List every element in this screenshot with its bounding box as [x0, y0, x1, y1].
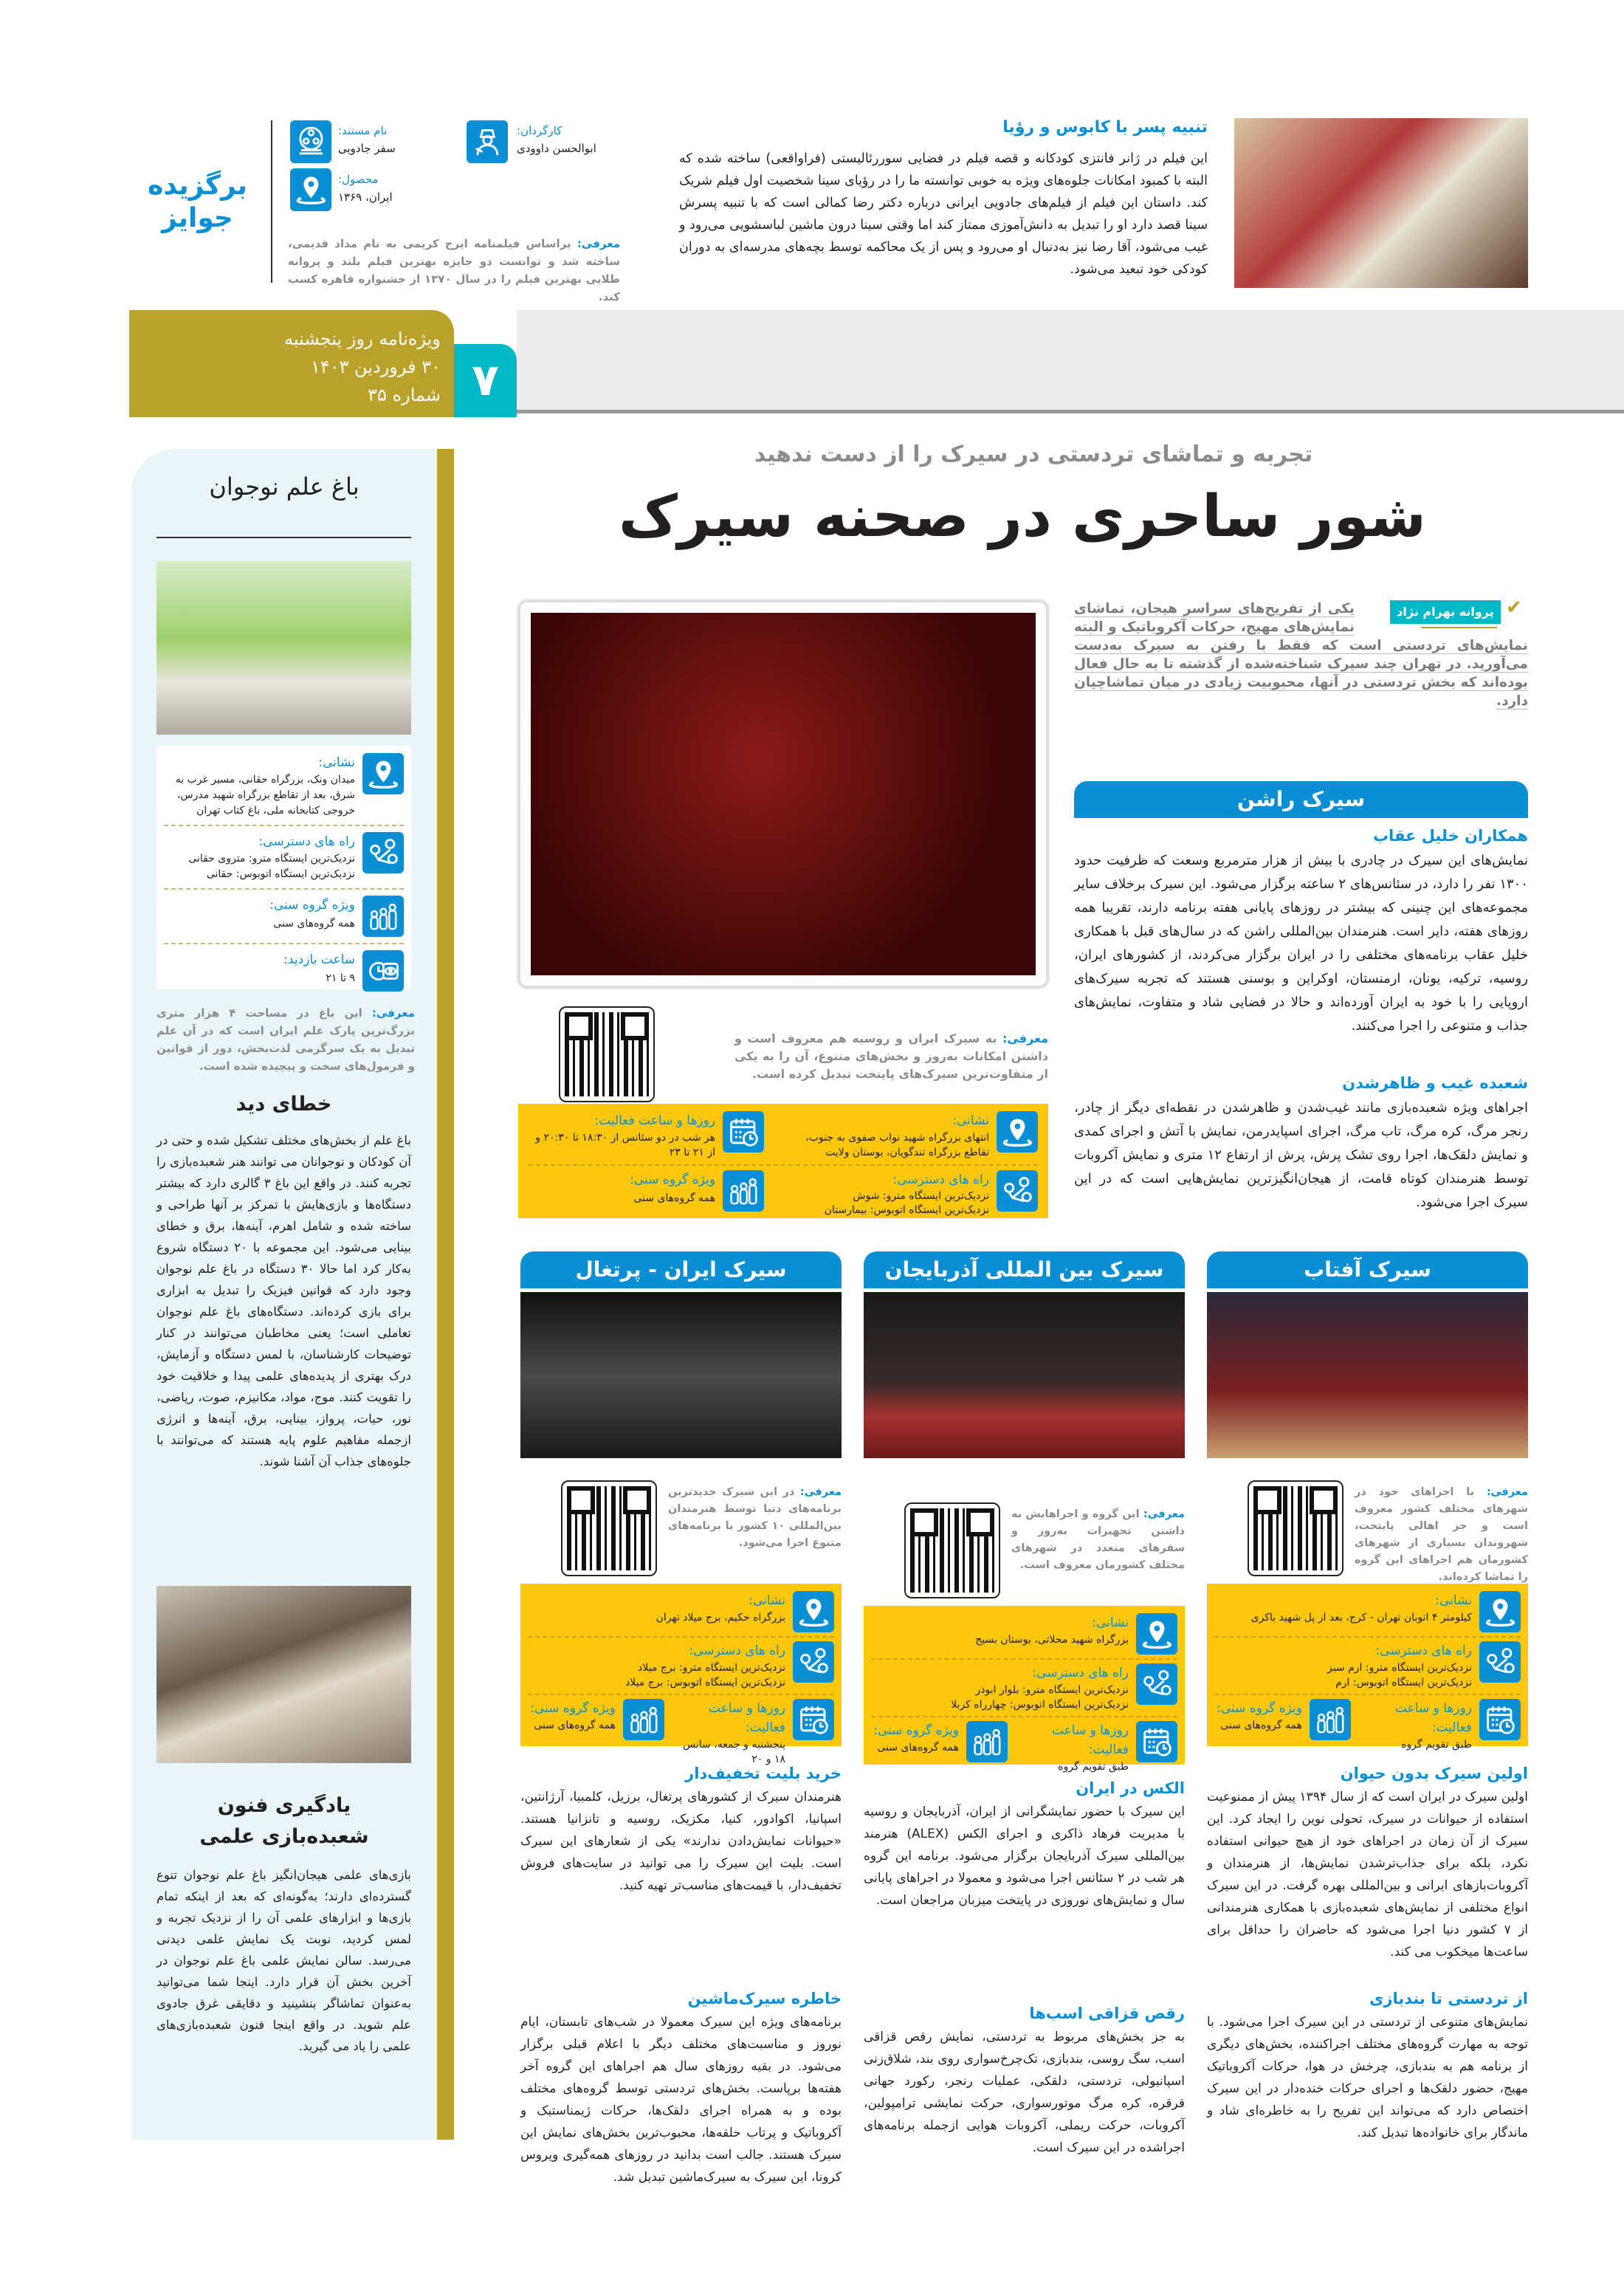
circus-photo — [1207, 1292, 1528, 1458]
sidebar-section1-body: باغ علم از بخش‌های مختلف تشکیل شده و حتی در آن کودکان و نوجوانان می توانند هنر شعبده‌بازی را تجربه کنند. در واقع این باغ ۳ گالری دارد که بیشتر دستگاه‌ها و بازی‌هایش با تمرکز بر آنها طراحی و ساخته شده و شامل اهرم، آینه‌ها، برق و خطای بینایی می‌شود. این مجموعه با ۲۰ دستگاه شروع به‌کار کرد اما حالا ۳۰ دستگاه در باغ علم نوجوان وجود دارد که قوانین فیزیک را تبدیل به ابزاری برای بازی کرده‌اند. دستگاه‌های باغ علم نوجوان تعاملی است؛ یعنی مخاطبان می‌توانند در کنار توضیحات کارشناسان، با لمس دستگاه و آزمایش، درک بهتری از پدیده‌های علمی پیدا و خلاقیت خود را تقویت کنند. موج، مواد، مکانیزم، صوت، ریاضی، نور، حیات، پرواز، بینایی، برق، آینه‌ها و انرژی ازجمله مفاهیم علوم پایه هستند که می‌توانند با جلوه‌های جذاب آن آشنا شوند. — [156, 1133, 412, 1469]
circus-column — [1207, 1251, 1528, 2145]
science-garden-photo — [156, 561, 411, 735]
age-value: همه گروه‌های سنی — [534, 1720, 616, 1731]
access-metro: نزدیک‌ترین ایستگاه مترو: متروی حقانی — [188, 853, 355, 865]
film-intro-text: براساس فیلمنامه ایرج کریمی به نام مداد قدیمی، ساخته شد و توانست دو جایزه بهترین فیلم بلند و پروانه طلایی بهترین فیلم را در سال ۱۳۷۰ از جشنواره قاهره کسب کند. — [288, 237, 620, 303]
qr-code[interactable] — [1248, 1480, 1343, 1576]
circus-info-box — [520, 1584, 842, 1765]
section-body: به جز بخش‌های مربوط به تردستی، نمایش رقص قزاقی اسب، سگ روسی، بندبازی، تک‌چرخ‌سواری روی بند، شلاق‌زنی اسپانیولی، تردستی، دلقکی، عملیات رنجر، رکورد جهانی قرقره، کره مرگ موتورسواری، حرکت نمایشی ترامپولین، آکروبات، حرکت ریملی، آکروبات هوایی ازجمله برنامه‌های اجراشده در این سیرک است. — [864, 2030, 1185, 2155]
access-row — [871, 1663, 1177, 1712]
people-icon — [723, 1170, 764, 1212]
address-row — [528, 1591, 834, 1632]
route-icon — [1136, 1663, 1177, 1705]
hours-text — [1357, 1699, 1472, 1752]
lead-text: یکی از تفریح‌های سراسر هیجان، تماشای نمایش‌های مهیج، حرکات آکروباتیک و البته نمایش‌های تردستی است که فقط با رفتن به سیرک به‌دست می‌آورید. در تهران چند سیرک شناخته‌شده از گذشته تا به حال فعال بوده‌اند که بخش تردستی در آنها، محبوبیت زیادی در میان تماشاچیان دارد. — [1074, 601, 1528, 709]
age-text — [873, 1721, 959, 1755]
address-text — [975, 1613, 1129, 1647]
location-pin-icon — [793, 1591, 834, 1632]
author-tag: پروانه بهرام نژاد — [1390, 600, 1501, 624]
film-title: تنبیه پسر با کابوس و رؤیا — [1002, 118, 1208, 137]
section-title: رقص قزاقی اسب‌ها — [1029, 2005, 1185, 2022]
divider — [528, 1636, 834, 1638]
access-bus: نزدیک‌ترین ایستگاه اتوبوس: حقانی — [206, 868, 355, 880]
divider — [871, 1716, 1177, 1717]
circus-intro — [668, 1484, 842, 1552]
calendar-clock-icon — [1479, 1699, 1521, 1740]
address-row — [1214, 1591, 1521, 1632]
route-icon — [793, 1641, 834, 1683]
location-pin-icon — [1479, 1591, 1521, 1632]
access-label: راه های دسترسی: — [1032, 1666, 1129, 1680]
film-body: این فیلم در ژانر فانتزی کودکانه و قصه فیلم در فضایی سوررئالیستی (فراواقعی) ساخته شده که البته با کمبود امکانات جلوه‌های ویژه به خوبی توانسته ما را در رؤیای سینا شخصیت اول فیلم شریک کند. داستان این فیلم از فیلم‌های جادویی ایرانی درباره دکتر رضا کمالی است که با تنبیه پسرش سینا قصد دارد او را تبدیل به دانش‌آموزی ممتاز کند اما وقتی سینا درون ماشین لباسشویی می‌رود و غیب می‌شود، آقا رضا نیز به‌دنبال او می‌رود و پس از یک محاکمه توسط بچه‌های مدرسه‌ای به دوران کودکی خود تبعید می‌شود. — [679, 151, 1208, 277]
access-metro: نزدیک‌ترین ایستگاه مترو: شوش — [853, 1190, 989, 1202]
director-icon — [467, 120, 508, 163]
qr-code[interactable] — [561, 1480, 657, 1576]
address-text — [1251, 1591, 1472, 1625]
divider — [1214, 1636, 1521, 1638]
age-label: ویژه گروه سنی: — [530, 1701, 616, 1716]
age-row — [871, 1721, 1008, 1774]
visit-label: ساعت بازدید: — [283, 952, 355, 967]
circus-photo — [864, 1292, 1185, 1458]
hours-label: روزها و ساعت فعالیت: — [1394, 1701, 1472, 1735]
address-label: نشانی: — [1435, 1593, 1472, 1608]
hours-text — [670, 1699, 785, 1767]
circus-intro — [1355, 1484, 1528, 1586]
section-body: برنامه‌های ویژه این سیرک معمولا در شب‌های تابستان، ایام نوروز و مناسبت‌های مختلف دیگر با اعلام قبلی برگزار می‌شود. در بقیه روزهای سال هم اجراهای این گروه آخر هفته‌ها برپاست. بخش‌های تردستی توسط گروه‌های مختلف بوده و به همراه اجرای دلقک‌ها، حرکات ژیمناستیک و آکروباتیک و پرتاب حلقه‌ها، محبوب‌ترین بخش‌های نمایش این سیرک هستند. جالب است بدانید در روزهای همه‌گیری ویروس کرونا، این سیرک به سیرک‌ماشین تبدیل شد. — [520, 2015, 842, 2185]
sidebar-visit-row — [164, 950, 404, 992]
age-value: همه گروه‌های سنی — [273, 918, 355, 930]
hours-text — [1014, 1721, 1129, 1774]
intro-text: با اجراهای خود در شهرهای مختلف کشور معروف است و جز اهالی پایتخت، شهروندان بسیاری از شهرهای کشورمان هم اجراهای این گروه را تماشا کرده‌اند. — [1355, 1486, 1528, 1583]
address-label: نشانی: — [318, 755, 355, 770]
access-row — [528, 1641, 834, 1690]
section-body: هنرمندان سیرک از کشورهای پرتغال، برزیل، کلمبیا، آرژانتین، اسپانیا، اکوادور، کنیا، مکزیک، روسیه و تانزانیا هستند. «حیوانات نمایش‌دادن ندارند» یکی از شعارهای این سیرک است. بلیت این سیرک را می توانید در سایت‌های فروش تخفیف‌دار، با قیمت‌های مناسب‌تر تهیه کنید. — [520, 1790, 842, 1893]
awards-line2: جوایز — [162, 203, 233, 233]
rashen-header: سیرک راشن — [1074, 781, 1528, 818]
rashen-qr-code[interactable] — [559, 1006, 655, 1102]
access-label: راه های دسترسی: — [892, 1172, 989, 1187]
sidebar-access-row — [164, 832, 404, 882]
location-pin-icon — [1136, 1613, 1177, 1655]
people-icon — [966, 1721, 1008, 1762]
rashen-body1: نمایش‌های این سیرک در چادری با بیش از هزار مترمربع وسعت که ظرفیت حدود ۱۳۰۰ نفر را دارد، در سئانس‌های ۲ ساعته برگزار می‌شود. این سیرک برخلاف سایر مجموعه‌های این چنینی که بیشتر در روزهای پایانی هفته برنامه دارند، تقریبا همه روزهای هفته، دایر است. هنرمندان بین‌المللی راشن که در سال‌های قبل با همکاری خلیل عقاب برنامه‌های مختلفی را در ایران برگزار می‌کردند، از کشورهای ایران، روسیه، ترکیه، یونان، ارمنستان، اوکراین و بوسنی هستند که تجربه سیرک‌های اروپایی را با خود به ایران آورده‌اند و حالا در فضایی شاد و متفاوت، نمایش‌های جذاب و متنوعی را اجرا می‌کنند. — [1074, 853, 1528, 1034]
route-icon — [362, 832, 404, 873]
access-label: راه های دسترسی: — [1375, 1643, 1472, 1658]
intro-text: این گروه و اجراهایش به داشتن تجهیزات به‌روز و سفرهای متعدد در شهرهای مختلف کشورمان معروف است. — [1011, 1508, 1185, 1571]
hours-row — [1357, 1699, 1521, 1752]
calendar-pin-icon — [290, 168, 331, 211]
people-icon — [623, 1699, 664, 1740]
divider — [529, 1164, 1038, 1166]
hours-value: طبق تقویم گروه — [1058, 1761, 1129, 1773]
product-label: محصول: — [338, 173, 379, 186]
sidebar-gold-strip — [436, 449, 454, 2140]
route-icon — [1479, 1641, 1521, 1683]
divider — [164, 943, 404, 944]
section-title: خرید بلیت تخفیف‌دار — [685, 1765, 842, 1782]
sidebar-section2-body: بازی‌های علمی هیجان‌انگیز باغ علم نوجوان تنوع گسترده‌ای دارند؛ به‌گونه‌ای که بعد از اینکه تمام بازی‌ها و ابزارهای علمی آن را از نزدیک تجربه و لمس کردید، نوبت یک نمایش علمی دیدنی می‌رسد. سالن نمایش علمی باغ علم نوجوان در آخرین بخش آن قرار دارد. اینجا شما می‌توانید به‌عنوان تماشاگر بنشینید و دقایقی غرق جادوی علم شوید. در واقع اینجا فنون شعبده‌بازی‌های علمی را یاد می گیرید. — [156, 1868, 411, 2053]
awards-divider — [271, 120, 272, 283]
rashen-body2: اجراهای ویژه شعبده‌بازی مانند غیب‌شدن و ظاهرشدن در نقطه‌ای دیگر از چادر، رنجر مرگ، کره مرگ، تاب مرگ، اجرای اسپایدرمن، نمایش با آتش و اجرای کمدی و نمایش دلقک‌ها، اجرا روی تشک پرش، پرش از ارتفاع ۱۲ متری و نمایش آکروبات توسط هنرمندان کوتاه قامت، از هیجان‌انگیزترین نمایش‌هایی است که در این سیرک اجرا می‌شود. — [1074, 1100, 1528, 1210]
rashen-sub1: همکاران خلیل عقاب — [1372, 827, 1528, 845]
section-title: اولین سیرک بدون حیوان — [1340, 1765, 1528, 1782]
sidebar-intro — [156, 1004, 415, 1075]
section-title: الکس در ایران — [1076, 1779, 1185, 1797]
access-label: راه های دسترسی: — [689, 1643, 785, 1658]
header-band — [517, 310, 1624, 413]
access-bus: نزدیک‌ترین ایستگاه اتوبوس: ارم — [1335, 1677, 1472, 1689]
clock-eye-icon — [362, 950, 404, 992]
address-value: انتهای بزرگراه شهید نواب صفوی به جنوب، تقاطع بزرگراه تندگویان، بوستان ولایت — [805, 1132, 989, 1158]
rashen-address-row — [779, 1111, 1038, 1160]
hours-label: روزها و ساعت فعالیت: — [594, 1113, 716, 1128]
divider — [1214, 1694, 1521, 1695]
lead-spacer — [1355, 600, 1528, 636]
location-pin-icon — [362, 753, 404, 794]
section-body: اولین سیرک در ایران است که از سال ۱۳۹۴ پیش از ممنوعیت استفاده از حیوانات در سیرک، تحولی نوین را ایجاد کرد. این سیرک از آن زمان در اجراهای خود از هیچ حیوانی استفاده نکرد، بلکه برای جذاب‌ترشدن نمایش‌ها، از هنرمندان و آکروبات‌بازهای ایرانی و بین‌المللی بهره گرفت. در این سیرک انواع مختلفی از نمایش‌های شعبده‌بازی با همکاری هنرمندانی از ۷ کشور دنیا اجرا می‌شود که حاضران را حداقل برای ساعت‌ها میخکوب می کند. — [1207, 1790, 1528, 1959]
film-still-photo — [1234, 118, 1528, 288]
age-value: همه گروه‌های سنی — [877, 1742, 959, 1753]
director-label: کارگردان: — [517, 124, 562, 137]
rashen-intro — [734, 1030, 1048, 1083]
address-label: نشانی: — [749, 1593, 785, 1608]
science-show-photo — [156, 1586, 411, 1763]
access-row — [1214, 1641, 1521, 1690]
circus-header: سیرک ایران - پرتغال — [520, 1251, 842, 1288]
divider — [528, 1694, 834, 1695]
qr-code[interactable] — [904, 1502, 1000, 1598]
people-icon — [362, 896, 404, 937]
address-text — [656, 1591, 785, 1625]
address-value: کیلومتر ۴ اتوبان تهران - کرج، بعد از پل شهید باکری — [1250, 1612, 1472, 1624]
awards-heading — [133, 170, 262, 235]
article-lead — [1074, 600, 1528, 710]
director-name: ابوالحسن داوودی — [517, 142, 596, 155]
hours-value: پنجشنبه و جمعه، سانس ۱۸ و ۲۰ — [683, 1739, 785, 1765]
sidebar-age-row — [164, 896, 404, 937]
circus-intro — [1011, 1506, 1185, 1574]
age-label: ویژه گروه سنی: — [873, 1723, 959, 1738]
circus-column — [520, 1251, 842, 2185]
access-bus: نزدیک‌ترین ایستگاه اتوبوس: برج میلاد — [625, 1677, 785, 1689]
article-kicker: تجربه و تماشای تردستی در سیرک را از دست ندهید — [754, 442, 1313, 467]
age-row — [1214, 1699, 1351, 1752]
age-label: ویژه گروه سنی: — [630, 1172, 716, 1187]
film-intro — [288, 235, 620, 306]
issue-line1: ویژه‌نامه روز پنجشنبه — [283, 329, 441, 349]
sidebar-title: باغ علم نوجوان — [209, 473, 359, 501]
access-label: راه های دسترسی: — [258, 834, 355, 849]
section-title: خاطره سیرک‌ماشین — [687, 1990, 842, 2007]
article-headline: شور ساحری در صحنه سیرک — [619, 484, 1426, 550]
sidebar-intro-text: این باغ در مساحت ۴ هزار متری بزرگ‌ترین پارک علم ایران است که در آن علم تبدیل به یک سرگرمی لذت‌بخش، دور از قوانین و فرمول‌های سخت و پیچیده شده است. — [156, 1006, 415, 1073]
divider — [164, 825, 404, 826]
access-text — [951, 1663, 1129, 1712]
calendar-clock-icon — [723, 1111, 764, 1153]
main-photo-frame — [518, 600, 1048, 988]
divider — [164, 888, 404, 890]
access-text — [625, 1641, 785, 1690]
hours-age-row — [528, 1699, 834, 1767]
address-label: نشانی: — [952, 1113, 989, 1128]
rashen-sub2: شعبده غیب و ظاهرشدن — [1342, 1074, 1528, 1092]
sidebar-address-row — [164, 753, 404, 819]
film-reel-icon — [290, 120, 331, 163]
location-pin-icon — [997, 1111, 1038, 1153]
address-row — [871, 1613, 1177, 1655]
access-metro: نزدیک‌ترین ایستگاه مترو: بلوار ابوذر — [975, 1684, 1129, 1696]
circus-header: سیرک بین المللی آذربایجان — [864, 1251, 1185, 1288]
calendar-clock-icon — [793, 1699, 834, 1740]
address-label: نشانی: — [1092, 1615, 1129, 1630]
route-icon — [997, 1170, 1038, 1212]
intro-text: در این سیرک جدیدترین برنامه‌های دنیا توسط هنرمندان بین‌المللی ۱۰ کشور با برنامه‌های متنوع اجرا می‌شود. — [668, 1486, 842, 1549]
product-value: ایران، ۱۳۶۹ — [338, 190, 393, 204]
access-bus: نزدیک‌ترین ایستگاه اتوبوس: چهارراه کربلا — [951, 1699, 1129, 1711]
rashen-info-box — [518, 1104, 1048, 1218]
check-icon: ✔ — [1506, 597, 1522, 619]
rashen-hours-row — [529, 1111, 764, 1160]
circus-column — [864, 1251, 1186, 2155]
hours-label: روزها و ساعت فعالیت: — [708, 1701, 785, 1735]
film-intro-label: معرفی: — [577, 237, 620, 250]
hours-value: هر شب در دو سئانس از ۱۸:۳۰ تا ۲۰:۳۰ و از ۲۱ تا ۲۳ — [535, 1132, 716, 1158]
calendar-clock-icon — [1136, 1721, 1177, 1762]
section-title: از تردستی تا بندبازی — [1369, 1990, 1528, 2007]
section-body: نمایش‌های متنوعی از تردستی در این سیرک اجرا می‌شود. با توجه به مهارت گروه‌های مختلف اجراکننده، بخش‌های دیگری از برنامه هم به بندبازی، چرخش در هوا، حرکات آکروباتیک مهیج، حضور دلقک‌ها و اجرای حرکات خنده‌دار در این سیرک اختصاص دارد که می‌تواند این تفریح را به خاطره‌ای شاد و ماندگار برای خانواده‌ها تبدیل کند. — [1207, 2015, 1528, 2140]
hours-row — [670, 1699, 834, 1767]
address-value: بزرگراه حکیم، برج میلاد تهران — [656, 1612, 785, 1624]
doc-name: سفر جادویی — [338, 142, 396, 155]
address-value: میدان ونک، بزرگراه حقانی، مسیر غرب به شرق، بعد از تقاطع بزرگراه شهید مدرس، خروجی کتابخانه ملی، باغ کتاب تهران — [175, 774, 355, 817]
intro-label: معرفی: — [799, 1486, 842, 1498]
circus-header: سیرک آفتاب — [1207, 1251, 1528, 1288]
age-text — [1217, 1699, 1302, 1733]
sidebar-section1-title: خطای دید — [235, 1093, 332, 1116]
hours-age-row — [871, 1721, 1177, 1774]
awards-line1: برگزیده — [148, 171, 247, 201]
sidebar-intro-label: معرفی: — [371, 1006, 415, 1020]
rashen-intro-label: معرفی: — [1002, 1031, 1048, 1045]
hours-age-row — [1214, 1699, 1521, 1752]
rashen-age-row — [529, 1170, 764, 1217]
people-icon — [1310, 1699, 1351, 1740]
address-value: بزرگراه شهید محلاتی، بوستان بسیج — [975, 1634, 1129, 1646]
access-metro: نزدیک‌ترین ایستگاه مترو: ارم سبز — [1327, 1662, 1472, 1674]
hours-label: روزها و ساعت فعالیت: — [1051, 1723, 1129, 1757]
circus-info-box — [864, 1606, 1185, 1773]
doc-label: نام مستند: — [338, 124, 388, 137]
intro-label: معرفی: — [1143, 1508, 1185, 1520]
intro-label: معرفی: — [1486, 1486, 1528, 1498]
access-bus: نزدیک‌ترین ایستگاه اتوبوس: بیمارستان — [824, 1204, 989, 1216]
age-label: ویژه گروه سنی: — [269, 898, 355, 913]
rashen-access-row — [779, 1170, 1038, 1217]
divider — [871, 1658, 1177, 1660]
age-label: ویژه گروه سنی: — [1217, 1701, 1302, 1716]
access-metro: نزدیک‌ترین ایستگاه مترو: برج میلاد — [638, 1662, 785, 1674]
issue-box — [129, 310, 454, 417]
issue-date: ۳۰ فروردین ۱۴۰۳ — [310, 357, 441, 377]
circus-photo — [520, 1292, 842, 1458]
sidebar-section2-title: یادگیری فنون شعبده‌بازی علمی — [199, 1794, 369, 1848]
visit-value: ۹ تا ۲۱ — [326, 972, 355, 984]
clowns-photo — [531, 613, 1036, 975]
circus-info-box — [1207, 1584, 1528, 1751]
age-row — [528, 1699, 664, 1767]
age-text — [530, 1699, 616, 1733]
access-text — [1327, 1641, 1472, 1690]
age-value: همه گروه‌های سنی — [633, 1192, 716, 1204]
age-value: همه گروه‌های سنی — [1220, 1720, 1302, 1731]
sidebar-info-box — [156, 746, 411, 989]
issue-number: شماره ۳۵ — [368, 385, 441, 405]
section-body: این سیرک با حضور نمایشگرانی از ایران، آذربایجان و روسیه با مدیریت فرهاد ذاکری و اجرای الکس (ALEX) هنرمند بین‌المللی سیرک آذربایجان برگزار می‌شود. برنامه این گروه هر شب در ۲ سئانس اجرا می‌شود و معمولا در اجراهای پایانی سال و نمایش‌های نوروزی در پایتخت میزبان مراجعان است. — [864, 1804, 1186, 1908]
rashen-intro-text: به سیرک ایران و روسیه هم معروف است و داشتن امکانات به‌روز و بخش‌های متنوع، آن را به یکی از متفاوت‌ترین سیرک‌های پایتخت تبدیل کرده است. — [734, 1031, 1048, 1081]
hours-row — [1014, 1721, 1177, 1774]
page-number: ۷ — [454, 344, 517, 417]
hours-value: طبق تقویم گروه — [1401, 1739, 1472, 1751]
sidebar-title-rule — [156, 537, 411, 538]
